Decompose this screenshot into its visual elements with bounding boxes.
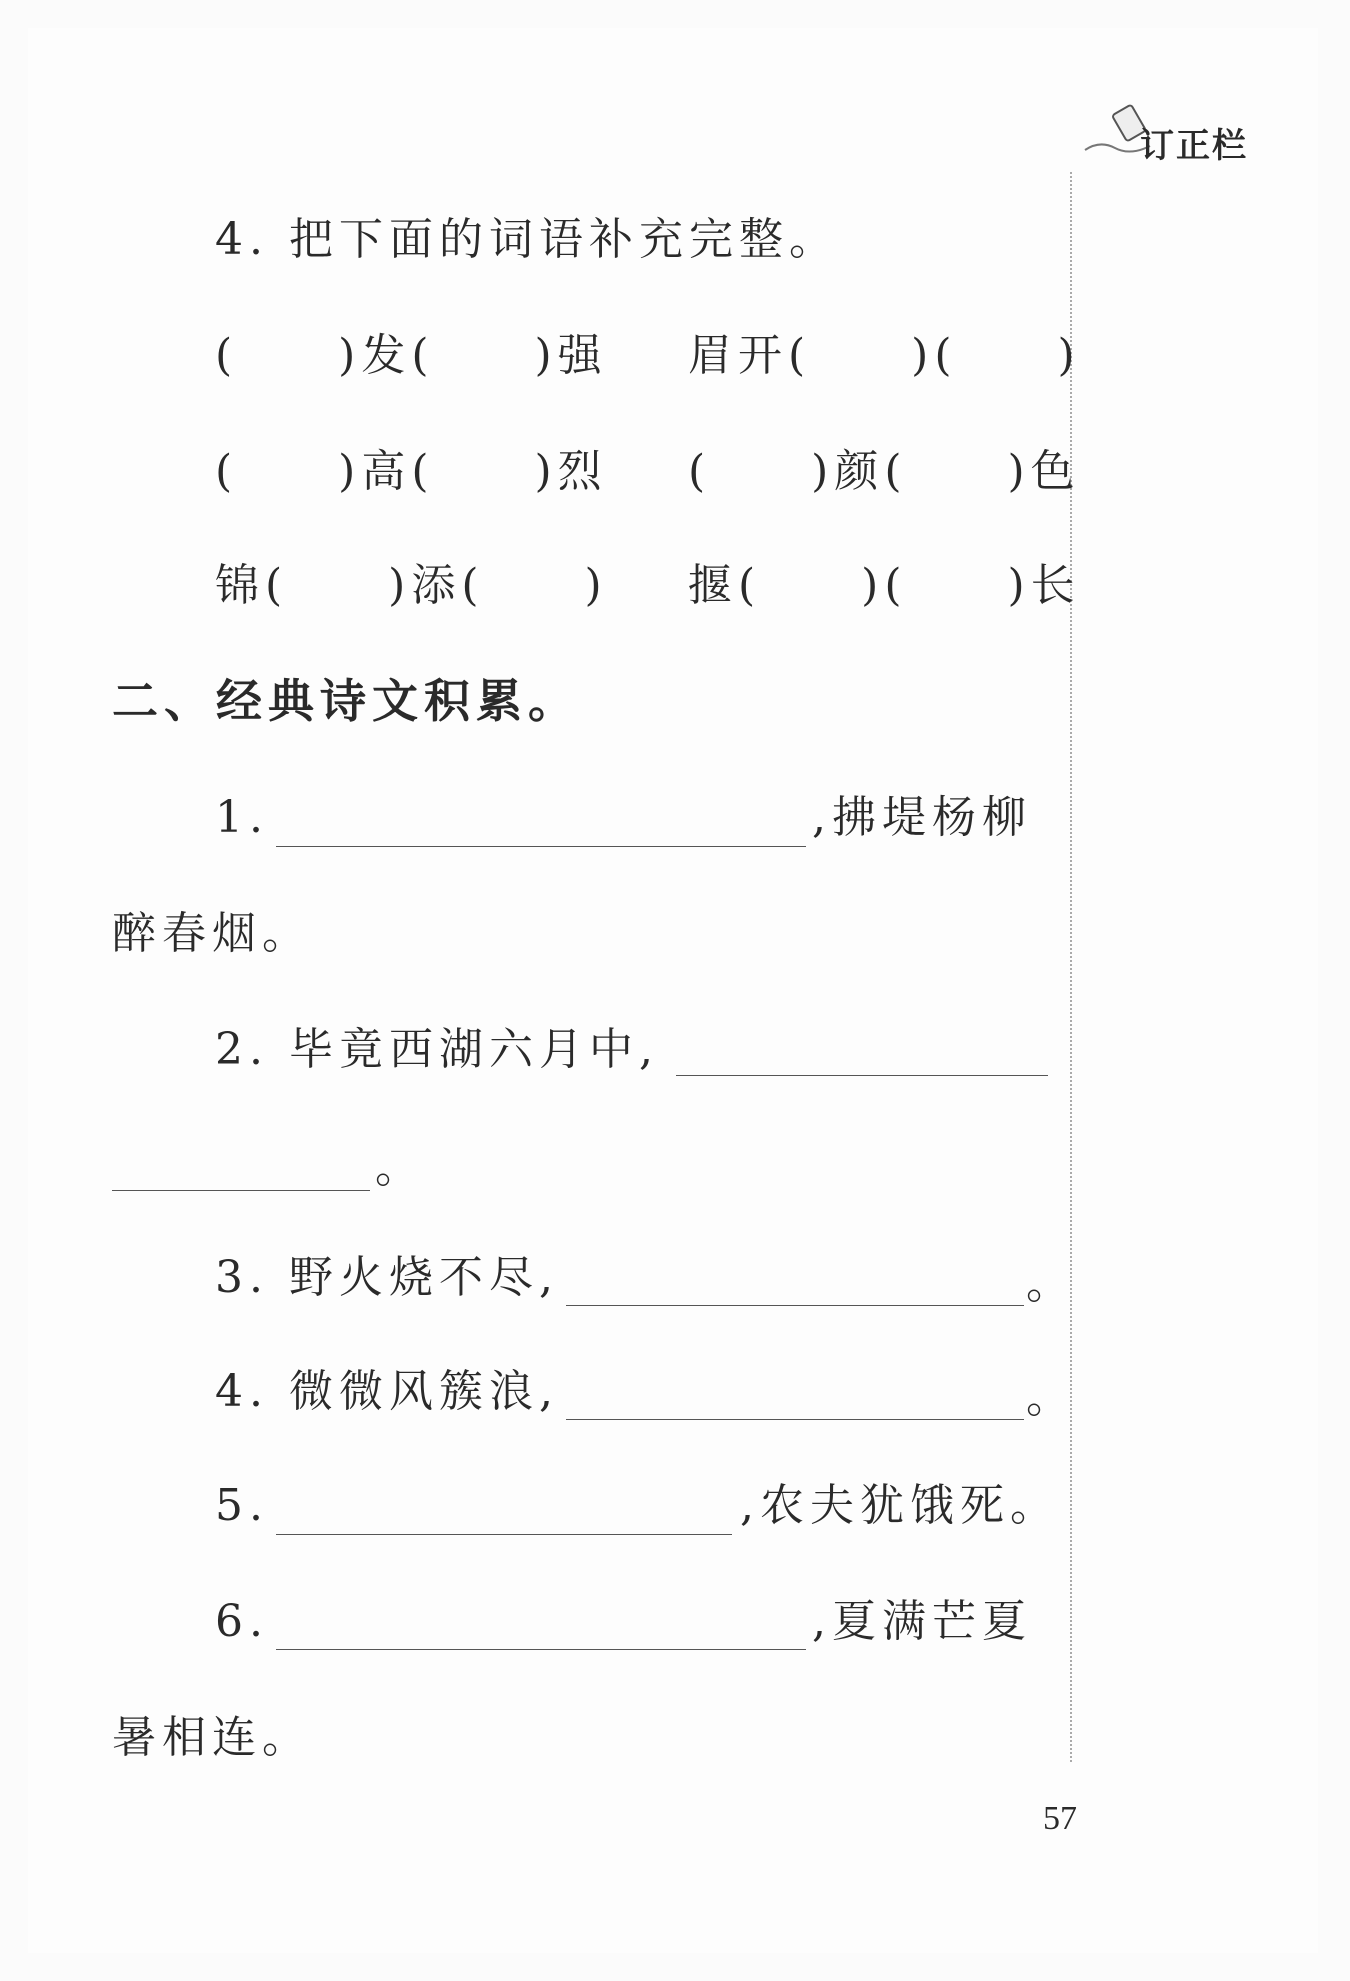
q4-row2-left: ( )高( )烈 xyxy=(215,446,608,497)
page-number: 57 xyxy=(1043,1800,1077,1837)
item2-answer-blank-1[interactable] xyxy=(676,1075,1048,1076)
item4-head: 4. 微微风簇浪, xyxy=(215,1366,559,1417)
q4-row2-right: ( )颜( )色 xyxy=(688,446,1081,497)
q4-row1-left: ( )发( )强 xyxy=(215,330,608,381)
item3-head: 3. 野火烧不尽, xyxy=(215,1252,559,1303)
item1-answer-blank[interactable] xyxy=(276,846,806,847)
item6-answer-blank[interactable] xyxy=(276,1649,806,1650)
item4-answer-blank[interactable] xyxy=(566,1419,1024,1420)
item3-answer-blank[interactable] xyxy=(566,1305,1024,1306)
q4-row1-right: 眉开( )( ) xyxy=(688,330,1081,381)
q4-row3-left: 锦( )添( ) xyxy=(215,560,608,611)
item6-continuation: 暑相连。 xyxy=(112,1712,312,1763)
item4-end: 。 xyxy=(1026,1372,1076,1423)
item5-answer-blank[interactable] xyxy=(276,1534,732,1535)
item2-end: 。 xyxy=(375,1142,425,1193)
item2-answer-blank-2[interactable] xyxy=(112,1190,370,1191)
q4-title: 4. 把下面的词语补充完整。 xyxy=(215,214,839,265)
item6-number: 6. xyxy=(215,1596,269,1647)
item1-number: 1. xyxy=(215,792,269,843)
item1-tail: ,拂堤杨柳 xyxy=(812,792,1032,843)
item3-end: 。 xyxy=(1026,1258,1076,1309)
workbook-page xyxy=(28,28,1318,1953)
item1-continuation: 醉春烟。 xyxy=(112,908,312,959)
q4-row3-right: 揠( )( )长 xyxy=(688,560,1081,611)
item5-tail: ,农夫犹饿死。 xyxy=(740,1480,1060,1531)
correction-divider xyxy=(1070,172,1072,1762)
correction-column-label: 订正栏 xyxy=(1140,126,1248,166)
item6-tail: ,夏满芒夏 xyxy=(812,1596,1032,1647)
item2-head: 2. 毕竟西湖六月中, xyxy=(215,1024,659,1075)
item5-number: 5. xyxy=(215,1480,269,1531)
section2-title: 二、经典诗文积累。 xyxy=(112,674,580,728)
